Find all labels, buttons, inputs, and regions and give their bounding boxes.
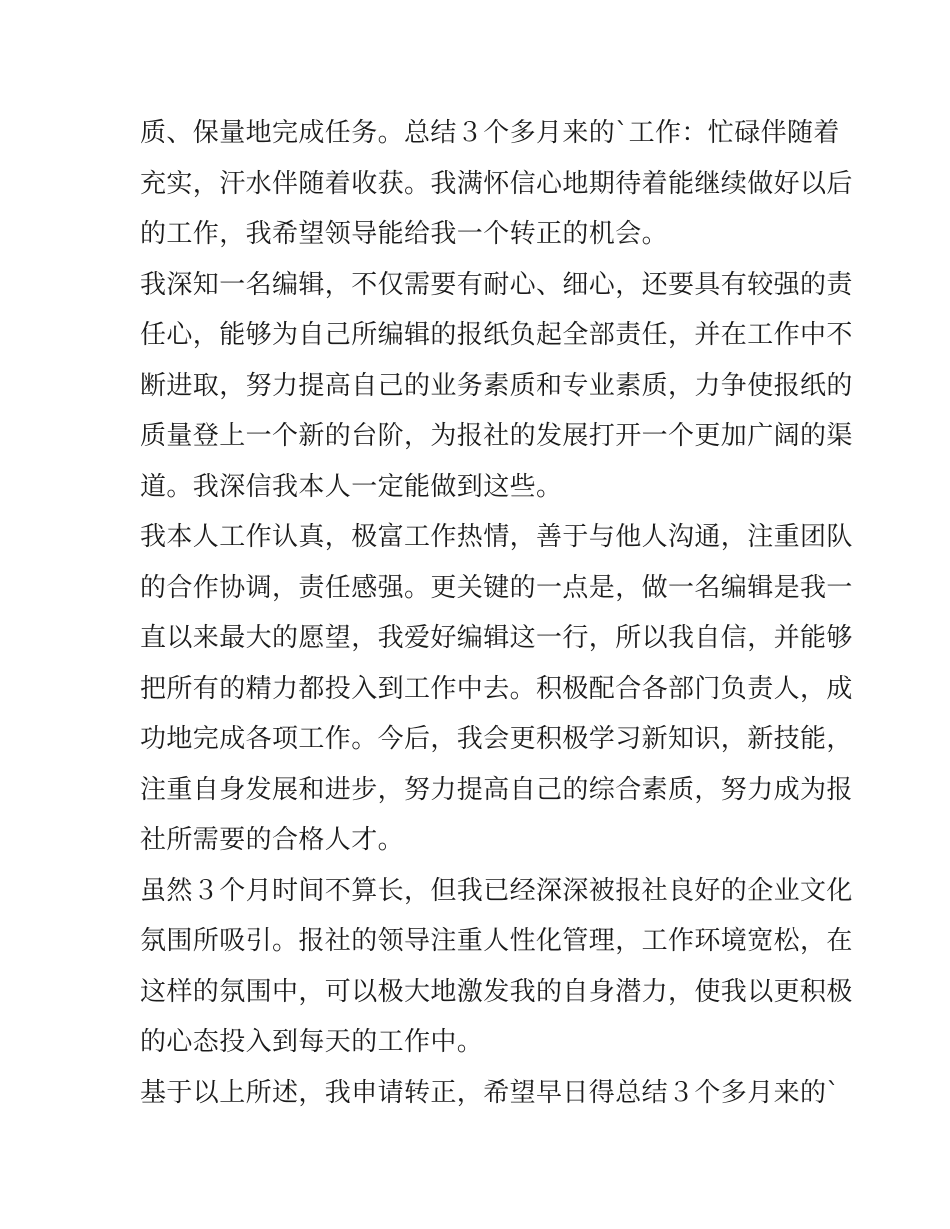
text-line: 我本人工作认真，极富工作热情，善于与他人沟通，注重团队 — [140, 522, 853, 552]
text-line: 质量登上一个新的台阶，为报社的发展打开一个更加广阔的渠 — [140, 421, 853, 451]
text-line: 道。我深信我本人一定能做到这些。 — [140, 471, 563, 502]
text-line: 充实，汗水伴随着收获。我满怀信心地期待着能继续做好以后 — [140, 168, 853, 199]
text-line: 功地完成各项工作。今后，我会更积极学习新知识，新技能， — [140, 724, 853, 754]
text-line: 的心态投入到每天的工作中。 — [140, 1027, 484, 1057]
text-line: 氛围所吸引。报社的领导注重人性化管理，工作环境宽松，在 — [140, 926, 853, 956]
text-line: 基于以上所述，我申请转正，希望早日得总结３个多月来的` — [140, 1077, 840, 1108]
text-line: 质、保量地完成任务。总结３个多月来的`工作：忙碌伴随着 — [140, 118, 840, 148]
text-line: 我深知一名编辑，不仅需要有耐心、细心，还要具有较强的责 — [140, 269, 853, 300]
text-line: 的合作协调，责任感强。更关键的一点是，做一名编辑是我一 — [140, 572, 853, 603]
body-text — [140, 108, 853, 1118]
text-line: 的工作，我希望领导能给我一个转正的机会。 — [140, 219, 669, 249]
text-line: 直以来最大的愿望，我爱好编辑这一行，所以我自信，并能够 — [140, 623, 853, 653]
text-line: 虽然３个月时间不算长，但我已经深深被报社良好的企业文化 — [140, 875, 853, 906]
text-line: 社所需要的合格人才。 — [140, 825, 405, 855]
text-line: 断进取，努力提高自己的业务素质和专业素质，力争使报纸的 — [140, 370, 853, 401]
text-line: 任心，能够为自己所编辑的报纸负起全部责任，并在工作中不 — [140, 320, 853, 350]
text-line: 这样的氛围中，可以极大地激发我的自身潜力，使我以更积极 — [140, 976, 853, 1007]
text-line: 把所有的精力都投入到工作中去。积极配合各部门负责人，成 — [140, 673, 853, 704]
text-line: 注重自身发展和进步，努力提高自己的综合素质，努力成为报 — [140, 774, 853, 805]
